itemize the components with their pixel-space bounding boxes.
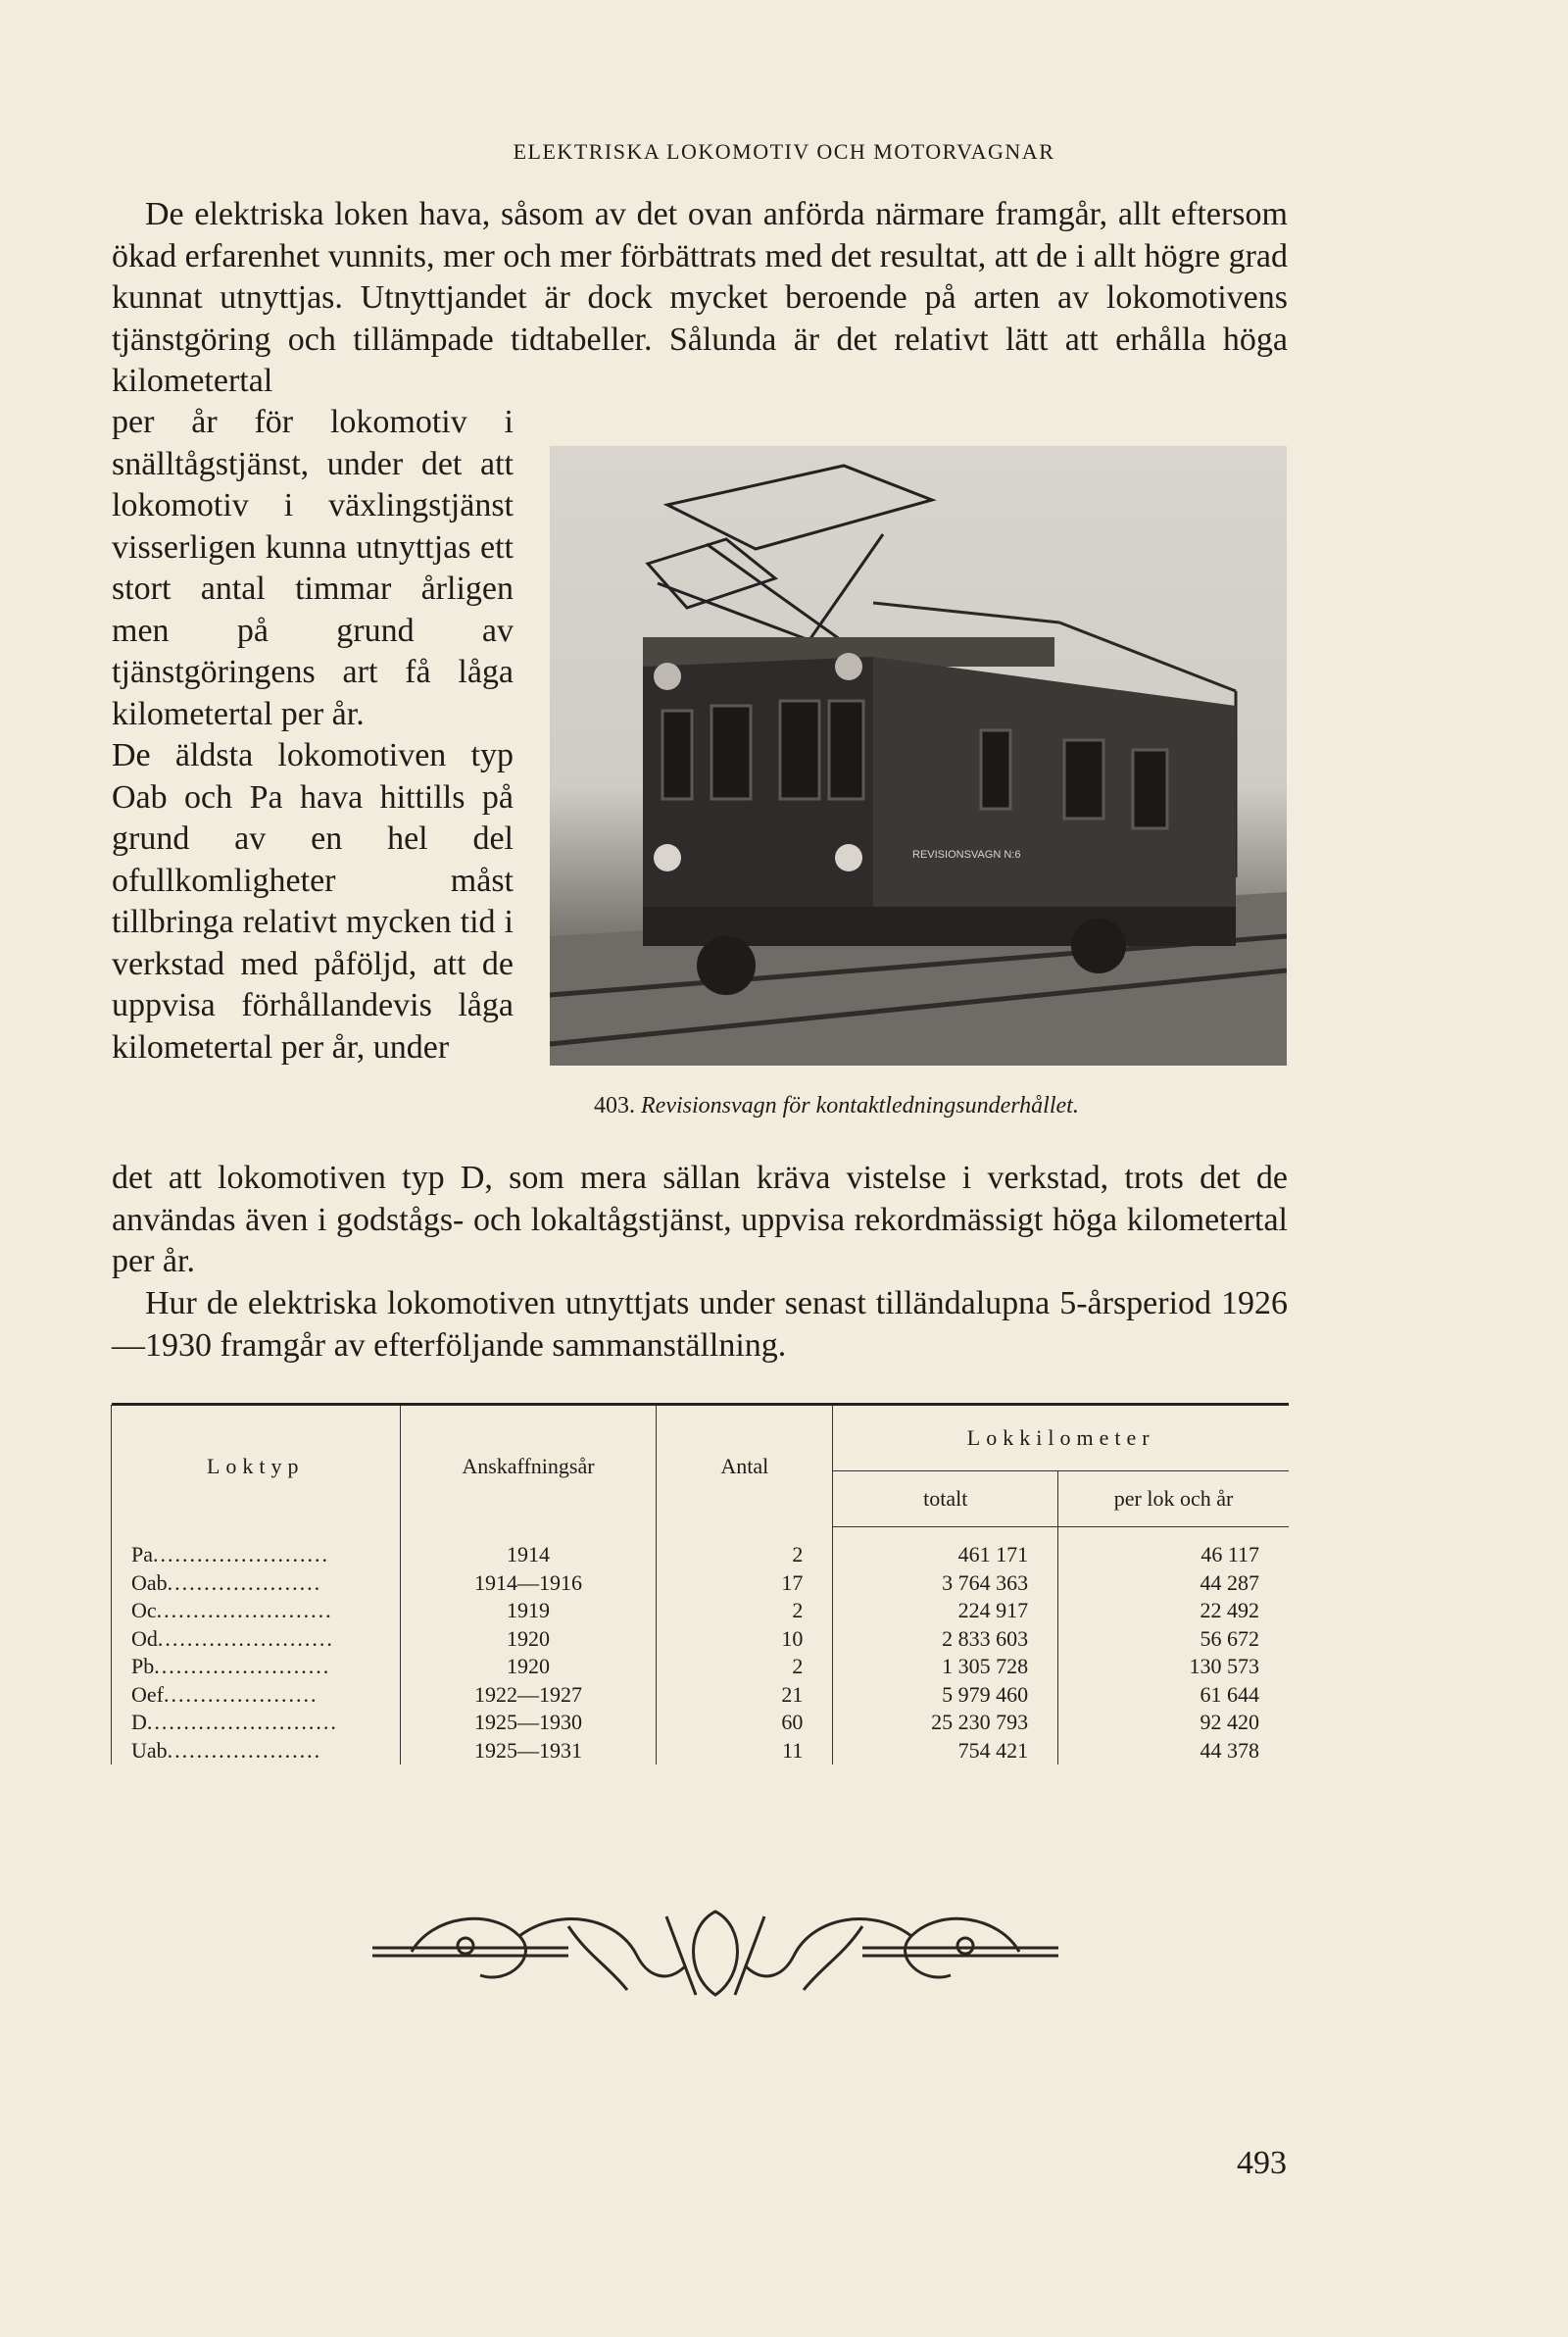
cell-totalt: 3 764 363 [833, 1569, 1058, 1598]
cell-anskaffningsar: 1925—1931 [400, 1737, 657, 1765]
figure-caption-text: Revisionsvagn för kontaktledningsunderhållet. [641, 1093, 1079, 1119]
loktyp-label: D [131, 1710, 147, 1734]
col-header-antal: Antal [657, 1406, 833, 1527]
cell-per-lok: 130 573 [1058, 1653, 1289, 1681]
cell-per-lok: 92 420 [1058, 1709, 1289, 1737]
cell-loktyp [112, 1625, 401, 1654]
lamp [835, 844, 862, 871]
leader-dots: ........................ [154, 1654, 331, 1678]
cell-per-lok: 44 378 [1058, 1737, 1289, 1765]
cell-per-lok: 22 492 [1058, 1597, 1289, 1625]
cell-totalt: 461 171 [833, 1527, 1058, 1569]
lamp [654, 844, 681, 871]
cell-loktyp [112, 1597, 401, 1625]
cell-antal: 2 [657, 1653, 833, 1681]
leader-dots: .......................... [146, 1710, 338, 1734]
lamp [835, 653, 862, 680]
cell-anskaffningsar: 1914 [400, 1527, 657, 1569]
loktyp-label: Pb [131, 1654, 155, 1678]
cell-totalt: 1 305 728 [833, 1653, 1058, 1681]
col-header-per-lok: per lok och år [1058, 1471, 1289, 1527]
locomotive-illustration [550, 446, 1287, 1066]
cell-totalt: 25 230 793 [833, 1709, 1058, 1737]
cell-per-lok: 56 672 [1058, 1625, 1289, 1654]
table-row [112, 1737, 1290, 1765]
cell-antal: 2 [657, 1527, 833, 1569]
table-row [112, 1709, 1290, 1737]
cell-antal: 2 [657, 1597, 833, 1625]
paragraph-last [112, 1283, 1288, 1367]
cell-loktyp [112, 1681, 401, 1710]
loktyp-label: Oef [131, 1681, 164, 1707]
page-number: 493 [1237, 2145, 1287, 2181]
running-header: ELEKTRISKA LOKOMOTIV OCH MOTORVAGNAR [513, 139, 1055, 164]
table-row [112, 1625, 1290, 1654]
leader-dots: ..................... [163, 1681, 318, 1707]
table-row [112, 1681, 1290, 1710]
cell-per-lok: 61 644 [1058, 1681, 1289, 1710]
table-row [112, 1597, 1290, 1625]
table-body [112, 1527, 1290, 1765]
loktyp-label: Uab [131, 1737, 168, 1763]
cell-anskaffningsar: 1922—1927 [400, 1681, 657, 1710]
locomotive-table [111, 1403, 1289, 1765]
leader-dots: ........................ [153, 1541, 329, 1566]
cell-totalt: 754 421 [833, 1737, 1058, 1765]
cell-antal: 11 [657, 1737, 833, 1765]
cell-totalt: 224 917 [833, 1597, 1058, 1625]
wheel [697, 936, 756, 995]
cell-antal: 17 [657, 1569, 833, 1598]
leader-dots: ..................... [167, 1569, 322, 1595]
table-row [112, 1569, 1290, 1598]
cell-antal: 10 [657, 1625, 833, 1654]
cell-antal: 21 [657, 1681, 833, 1710]
paragraph-last-text: Hur de elektriska lokomotiven utnyttjats under senast tilländalupna 5-årsperiod 1926—1930 framgår av efterföljande sammanställning. [112, 1285, 1288, 1364]
table-row [112, 1653, 1290, 1681]
paragraph-1 [112, 194, 1288, 403]
wheel [1071, 919, 1126, 973]
col-header-lokkilometer: Lokkilometer [833, 1406, 1289, 1471]
loktyp-label: Oab [131, 1569, 168, 1595]
text-column [112, 402, 514, 1069]
cell-antal: 60 [657, 1709, 833, 1737]
cell-loktyp [112, 1653, 401, 1681]
column-paragraph-2 [112, 735, 514, 1069]
vehicle-sign: REVISIONSVAGN N:6 [912, 849, 1021, 861]
loktyp-label: Od [131, 1625, 158, 1651]
loktyp-label: Pa [131, 1541, 153, 1566]
leader-dots: ........................ [156, 1598, 333, 1622]
table-row [112, 1527, 1290, 1569]
cell-loktyp [112, 1527, 401, 1569]
cell-anskaffningsar: 1920 [400, 1625, 657, 1654]
figure-number: 403. [594, 1093, 635, 1119]
col-header-anskaffningsar: Anskaffningsår [400, 1406, 657, 1527]
cell-anskaffningsar: 1925—1930 [400, 1709, 657, 1737]
locomotive-photo [550, 446, 1287, 1066]
cell-loktyp [112, 1709, 401, 1737]
col-header-totalt: totalt [833, 1471, 1058, 1527]
cell-anskaffningsar: 1919 [400, 1597, 657, 1625]
column-paragraph-2-text: De äldsta lokomotiven typ Oab och Pa hava hittills på grund av en hel del ofullkomligheter måst tillbringa relativt mycken tid i verkstad med påföljd, att de uppvisa förhållandevis låga kilometertal per år, under [112, 737, 514, 1066]
cell-totalt: 2 833 603 [833, 1625, 1058, 1654]
cell-per-lok: 46 117 [1058, 1527, 1289, 1569]
cell-totalt: 5 979 460 [833, 1681, 1058, 1710]
col-header-loktyp: Loktyp [112, 1406, 401, 1527]
leader-dots: ........................ [157, 1625, 334, 1651]
paragraph-continued: det att lokomotiven typ D, som mera sällan kräva vistelse i verkstad, trots det de användas även i godstågs- och lokaltågstjänst, uppvisa rekordmässigt höga kilometertal per år. [112, 1160, 1288, 1279]
figure-caption [594, 1093, 1079, 1119]
cell-anskaffningsar: 1914—1916 [400, 1569, 657, 1598]
cell-loktyp [112, 1569, 401, 1598]
cell-per-lok: 44 287 [1058, 1569, 1289, 1598]
loktyp-label: Oc [131, 1598, 157, 1622]
pantograph [648, 466, 932, 647]
lamp [654, 663, 681, 690]
leader-dots: ..................... [167, 1737, 322, 1763]
cell-anskaffningsar: 1920 [400, 1653, 657, 1681]
paragraph-1-text: De elektriska loken hava, såsom av det ovan anförda närmare framgår, allt eftersom ökad erfarenhet vunnits, mer och mer förbättrats med det resultat, att de i allt högre grad kunnat utnyttjas. Utnyttjandet är dock mycket beroende på arten av lokomotivens tjänstgöring och tillämpade tidtabeller. Sålunda är det relativt lätt att erhålla höga kilometertal [112, 196, 1288, 399]
cell-loktyp [112, 1737, 401, 1765]
decorative-ornament [372, 1897, 1058, 2005]
column-paragraph-1: per år för lokomotiv i snälltågstjänst, under det att lokomotiv i växlingstjänst visserligen kunna utnyttjas ett stort antal timmar årligen men på grund av tjänstgöringens art få låga kilometertal per år. [112, 404, 514, 732]
